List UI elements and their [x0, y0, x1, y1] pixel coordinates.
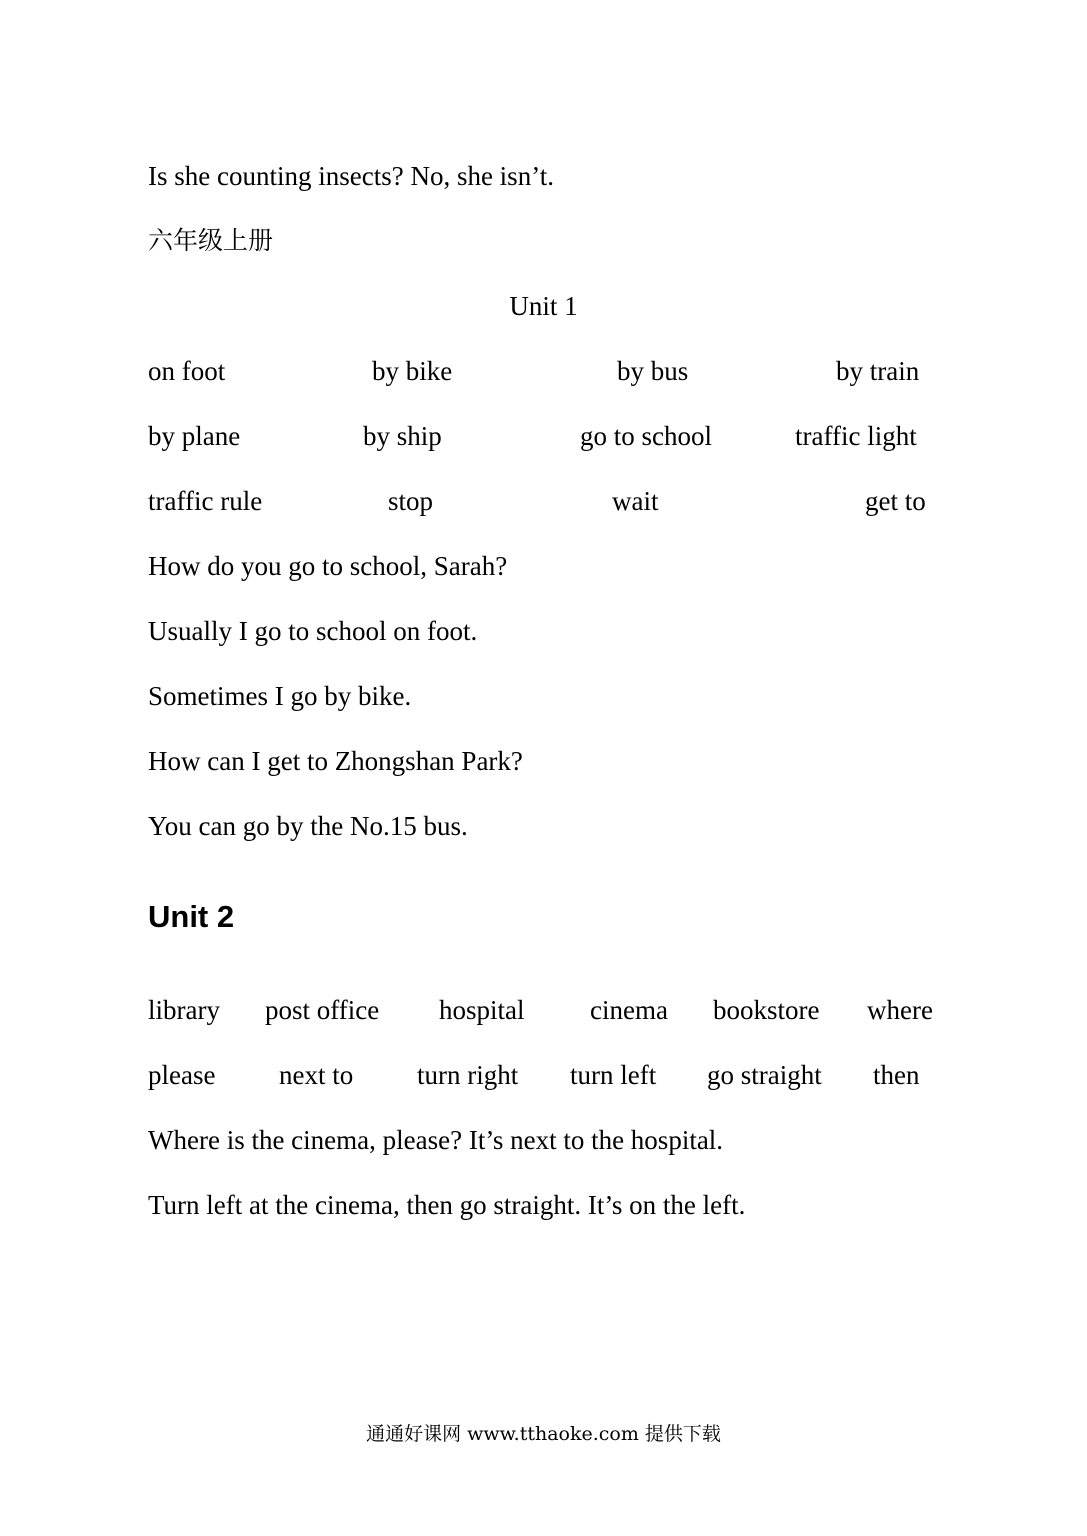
unit1-sentence: How can I get to Zhongshan Park? — [148, 746, 523, 776]
vocab-word: go to school — [580, 421, 712, 451]
vocab-word: turn left — [570, 1060, 657, 1090]
vocab-word: cinema — [590, 995, 668, 1025]
unit1-sentence: You can go by the No.15 bus. — [148, 811, 468, 841]
vocab-word: bookstore — [713, 995, 820, 1025]
grade-heading: 六年级上册 — [148, 226, 274, 255]
vocab-word: stop — [388, 486, 434, 516]
unit1-sentence: Sometimes I go by bike. — [148, 681, 412, 711]
unit1-sentence: Usually I go to school on foot. — [148, 616, 478, 646]
vocab-word: library — [148, 995, 220, 1025]
vocab-word: post office — [265, 995, 380, 1025]
vocab-word: by train — [836, 356, 920, 386]
unit1-title: Unit 1 — [509, 291, 578, 321]
vocab-word: wait — [612, 486, 659, 516]
unit2-sentence: Where is the cinema, please? It’s next to the hospital. — [148, 1125, 724, 1155]
vocab-word: get to — [865, 486, 926, 516]
vocab-word: by bus — [617, 356, 689, 386]
vocab-word: where — [867, 995, 933, 1025]
vocab-word: go straight — [707, 1060, 822, 1090]
vocab-word: traffic rule — [148, 486, 263, 516]
vocab-word: next to — [279, 1060, 354, 1090]
vocab-word: traffic light — [795, 421, 917, 451]
vocab-word: by bike — [372, 356, 453, 386]
vocab-word: please — [148, 1060, 216, 1090]
insects-question-line: Is she counting insects? No, she isn’t. — [148, 161, 554, 191]
vocab-word: by ship — [363, 421, 442, 451]
vocab-word: then — [873, 1060, 920, 1090]
unit1-sentence: How do you go to school, Sarah? — [148, 551, 508, 581]
vocab-word: on foot — [148, 356, 226, 386]
unit2-sentence: Turn left at the cinema, then go straight. It’s on the left. — [148, 1190, 746, 1220]
vocab-word: turn right — [417, 1060, 519, 1090]
vocab-word: by plane — [148, 421, 241, 451]
page-footer: 通通好课网 www.tthaoke.com 提供下载 — [366, 1423, 721, 1445]
unit2-title: Unit 2 — [148, 899, 235, 934]
vocab-word: hospital — [439, 995, 525, 1025]
